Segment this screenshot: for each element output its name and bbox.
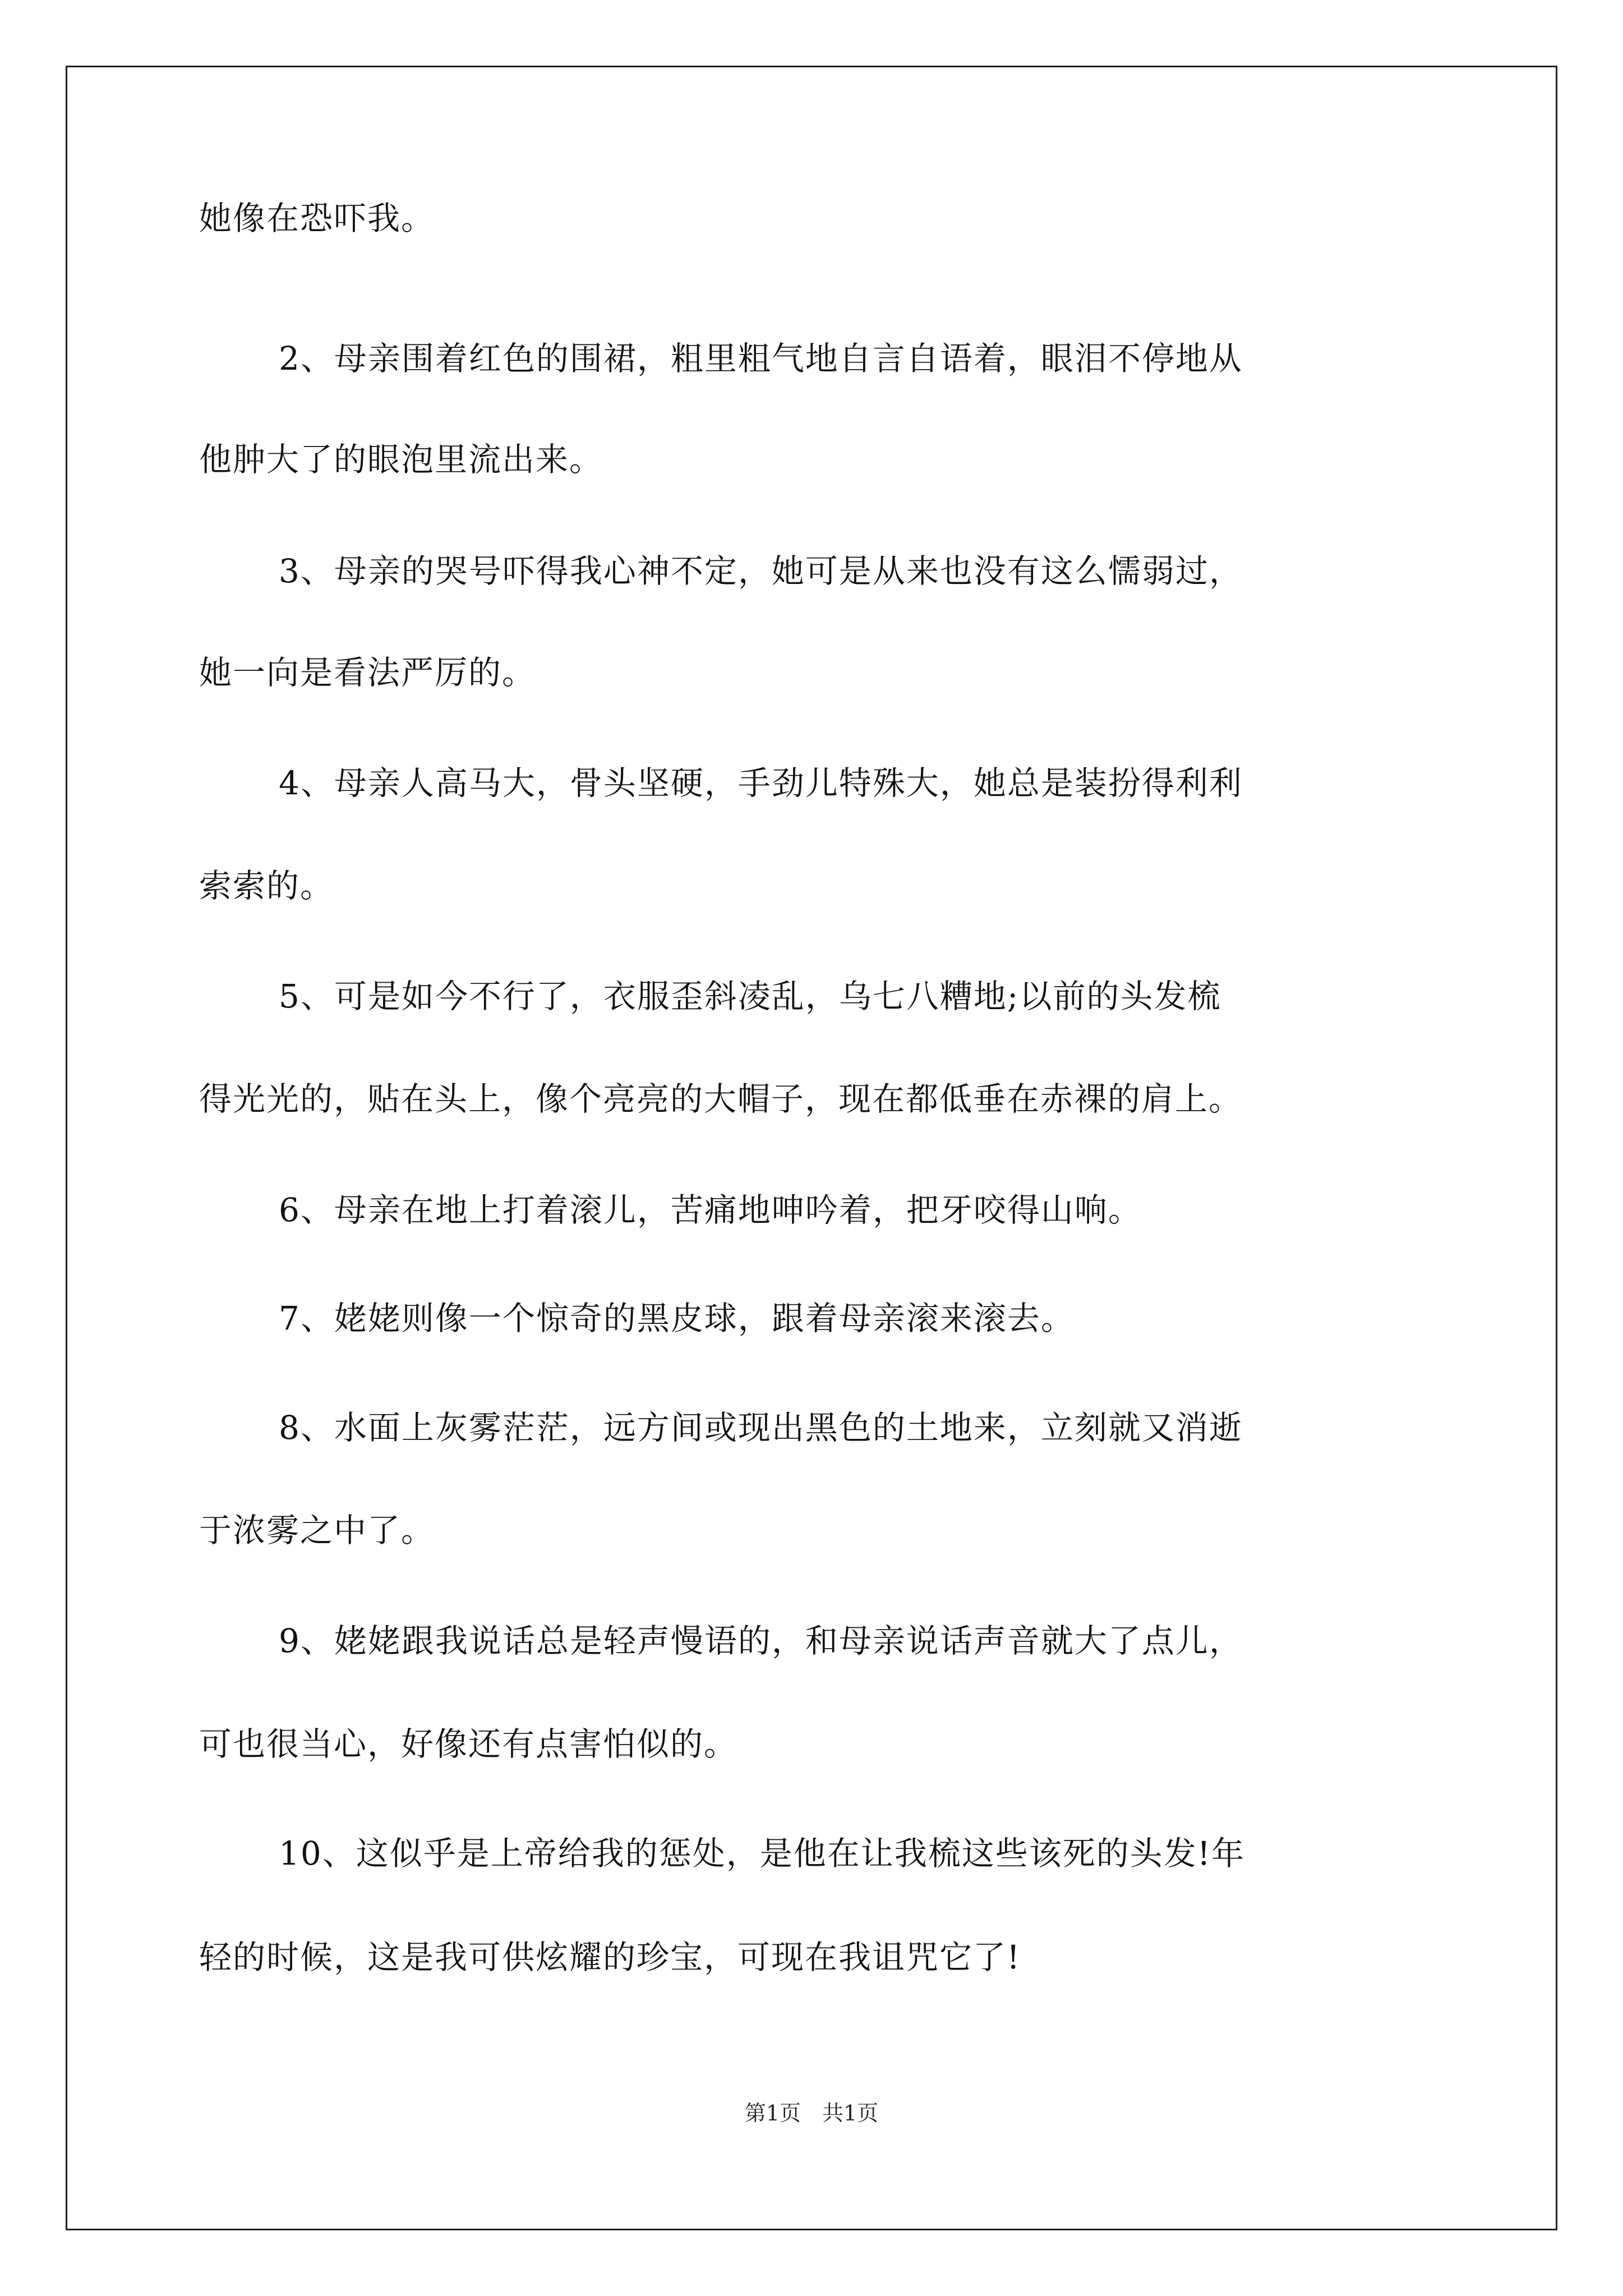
paragraph-line: 于浓雾之中了。 <box>199 1511 435 1549</box>
paragraph-line: 得光光的，贴在头上，像个亮亮的大帽子，现在都低垂在赤裸的肩上。 <box>199 1080 1243 1118</box>
paragraph-line: 3、母亲的哭号吓得我心神不定，她可是从来也没有这么懦弱过， <box>279 552 1243 590</box>
paragraph-line: 轻的时候，这是我可供炫耀的珍宝，可现在我诅咒它了! <box>199 1938 1021 1976</box>
paragraph-line: 她一向是看法严厉的。 <box>199 654 536 692</box>
paragraph-line: 8、水面上灰雾茫茫，远方间或现出黑色的土地来，立刻就又消逝 <box>279 1409 1243 1447</box>
paragraph-line: 她像在恐吓我。 <box>199 199 435 237</box>
paragraph-line: 索索的。 <box>199 867 334 905</box>
paragraph-line: 2、母亲围着红色的围裙，粗里粗气地自言自语着，眼泪不停地从 <box>279 339 1243 378</box>
page-border <box>66 66 1557 2230</box>
paragraph-line: 5、可是如今不行了，衣服歪斜凌乱，乌七八糟地;以前的头发梳 <box>279 977 1221 1015</box>
paragraph-line: 10、这似乎是上帝给我的惩处，是他在让我梳这些该死的头发!年 <box>279 1834 1246 1872</box>
paragraph-line: 他肿大了的眼泡里流出来。 <box>199 440 603 478</box>
paragraph-line: 9、姥姥跟我说话总是轻声慢语的，和母亲说话声音就大了点儿， <box>279 1622 1243 1660</box>
paragraph-line: 4、母亲人高马大，骨头坚硬，手劲儿特殊大，她总是装扮得利利 <box>279 764 1243 802</box>
paragraph-line: 6、母亲在地上打着滚儿，苦痛地呻吟着，把牙咬得山响。 <box>279 1191 1142 1229</box>
paragraph-line: 可也很当心，好像还有点害怕似的。 <box>199 1725 738 1763</box>
paragraph-line: 7、姥姥则像一个惊奇的黑皮球，跟着母亲滚来滚去。 <box>279 1299 1075 1337</box>
page-number-footer: 第1页 共1页 <box>744 2101 879 2125</box>
